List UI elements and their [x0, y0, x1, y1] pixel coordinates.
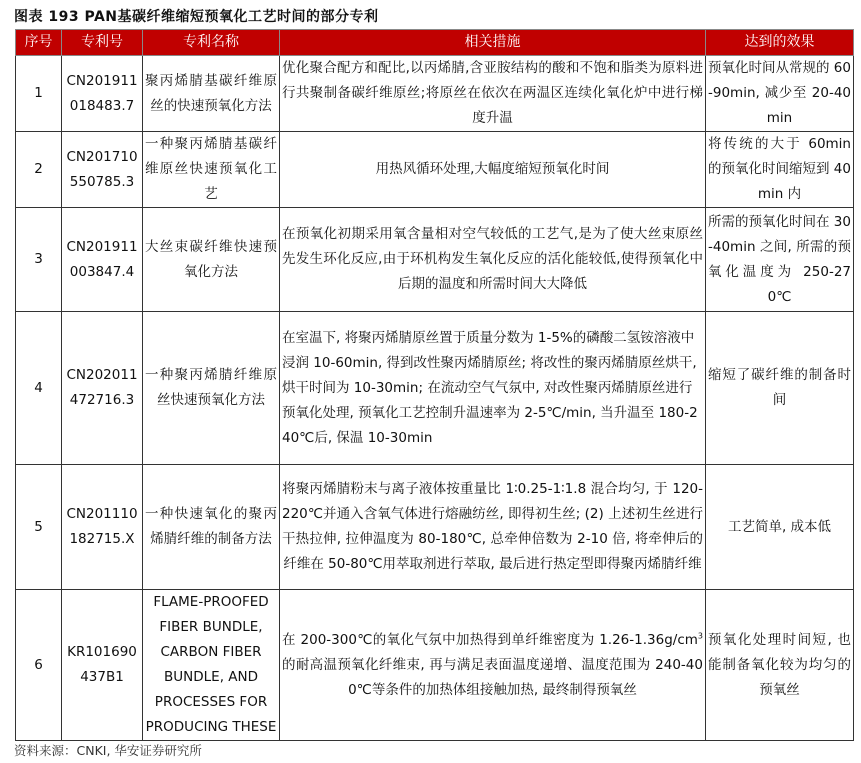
cell-effect: 将传统的大于 60min 的预氧化时间缩短到 40min 内	[706, 132, 854, 208]
header-no: 序号	[16, 30, 62, 56]
table-row	[16, 312, 854, 465]
cell-patent: CN201911003847.4	[62, 208, 143, 312]
cell-name: 聚丙烯腈基碳纤维原丝的快速预氧化方法	[143, 56, 280, 132]
cell-name: 一种快速氧化的聚丙烯腈纤维的制备方法	[143, 465, 280, 590]
cell-measures: 将聚丙烯腈粉末与离子液体按重量比 1∶0.25-1∶1.8 混合均匀, 于 120-220℃并通入含氧气体进行熔融纺丝, 即得初生丝; (2) 上述初生丝进行干热拉伸, 拉伸温度为 80-180℃, 总牵伸倍数为 2-10 倍, 将牵伸后的纤维在 50-80℃用萃取剂进行萃取, 最后进行热定型即得聚丙烯腈纤维	[280, 465, 706, 590]
cell-patent: CN201110182715.X	[62, 465, 143, 590]
source-note: 资料来源：CNKI, 华安证券研究所	[14, 743, 202, 758]
measures-text-a: 在 200-300℃的氧化气氛中加热得到单纤维密度为 1.26-1.36g/cm	[282, 631, 698, 648]
header-patent: 专利号	[62, 30, 143, 56]
cell-measures	[280, 590, 706, 741]
superscript: 3	[697, 631, 703, 640]
cell-name: 一种聚丙烯腈基碳纤维原丝快速预氧化工艺	[143, 132, 280, 208]
cell-name: FLAME-PROOFED FIBER BUNDLE, CARBON FIBER BUNDLE, AND PROCESSES FOR PRODUCING THESE	[143, 590, 280, 741]
cell-no: 6	[16, 590, 62, 741]
cell-measures: 在预氧化初期采用氧含量相对空气较低的工艺气,是为了使大丝束原丝先发生环化反应,由于环机构发生氧化反应的活化能较低,使得预氧化中后期的温度和所需时间大大降低	[280, 208, 706, 312]
cell-measures: 用热风循环处理,大幅度缩短预氧化时间	[280, 132, 706, 208]
cell-effect: 缩短了碳纤维的制备时间	[706, 312, 854, 465]
cell-patent: KR101690437B1	[62, 590, 143, 741]
header-name: 专利名称	[143, 30, 280, 56]
cell-effect: 所需的预氧化时间在 30-40min 之间, 所需的预氧化温度为 250-270℃	[706, 208, 854, 312]
cell-measures: 优化聚合配方和配比,以丙烯腈,含亚胺结构的酸和不饱和脂类为原料进行共聚制备碳纤维原丝;将原丝在依次在两温区连续化氧化炉中进行梯度升温	[280, 56, 706, 132]
header-measures: 相关措施	[280, 30, 706, 56]
cell-no: 4	[16, 312, 62, 465]
header-effect: 达到的效果	[706, 30, 854, 56]
table-title: 图表 193 PAN基碳纤维缩短预氧化工艺时间的部分专利	[14, 9, 379, 25]
cell-name: 一种聚丙烯腈纤维原丝快速预氧化方法	[143, 312, 280, 465]
cell-no: 1	[16, 56, 62, 132]
table-row	[16, 132, 854, 208]
cell-patent: CN202011472716.3	[62, 312, 143, 465]
cell-patent: CN201710550785.3	[62, 132, 143, 208]
table-header-row	[16, 30, 854, 56]
cell-name: 大丝束碳纤维快速预氧化方法	[143, 208, 280, 312]
cell-patent: CN201911018483.7	[62, 56, 143, 132]
table-row	[16, 465, 854, 590]
cell-effect: 预氧化处理时间短, 也能制备氧化较为均匀的预氧丝	[706, 590, 854, 741]
measures-text-b: 的耐高温预氧化纤维束, 再与满足表面温度递增、温度范围为 240-400℃等条件的加热体组接触加热, 最终制得预氧丝	[282, 656, 703, 698]
cell-no: 3	[16, 208, 62, 312]
cell-effect: 预氧化时间从常规的 60-90min, 减少至 20-40min	[706, 56, 854, 132]
cell-effect: 工艺简单, 成本低	[706, 465, 854, 590]
cell-measures: 在室温下, 将聚丙烯腈原丝置于质量分数为 1-5%的磷酸二氢铵溶液中浸润 10-60min, 得到改性聚丙烯腈原丝; 将改性的聚丙烯腈原丝烘干, 烘干时间为 10-30min; 在流动空气气氛中, 对改性聚丙烯腈原丝进行预氧化处理, 预氧化工艺控制升温速率为 2-5℃/min, 当升温至 180-240℃后, 保温 10-30min	[280, 312, 706, 465]
cell-no: 2	[16, 132, 62, 208]
table-row	[16, 208, 854, 312]
patent-table	[15, 29, 854, 741]
cell-no: 5	[16, 465, 62, 590]
table-row	[16, 56, 854, 132]
table-row	[16, 590, 854, 741]
